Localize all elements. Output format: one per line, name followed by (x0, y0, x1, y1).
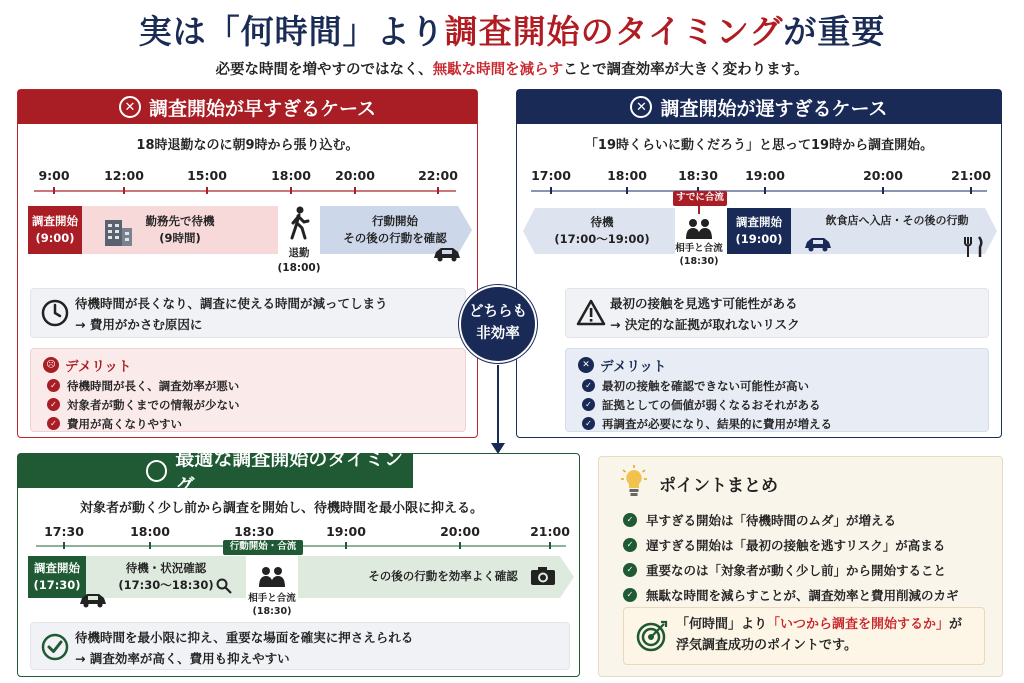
points-summary-panel (598, 456, 1003, 677)
clock-icon (41, 299, 69, 327)
late-demerit-list (582, 376, 832, 433)
tick-label: 20:00 (335, 168, 375, 183)
tick-label: 18:00 (607, 168, 647, 183)
subtitle-highlight: 無駄な時間を減らす (432, 62, 564, 78)
optimal-timing-note: 対象者が動く少し前から調査を開始し、待機時間を最小限に抑える。 (80, 501, 484, 516)
tick-mark (970, 187, 972, 194)
warning-triangle-icon (576, 299, 606, 326)
optimal-timing-header: 最適な調査開始のタイミング (18, 454, 413, 488)
two-people-icon (258, 566, 286, 588)
tick-mark (123, 187, 125, 194)
wait-label: 待機 (17:00〜19:00) (554, 214, 650, 246)
late-case-header: ✕ 調査開始が遅すぎるケース (517, 90, 1001, 124)
target-icon (636, 620, 668, 652)
tick-mark (63, 542, 65, 549)
optimal-timing-panel (17, 448, 580, 677)
tick-mark (549, 542, 551, 549)
tick-label: 9:00 (38, 168, 70, 183)
check-circle-icon (41, 633, 69, 661)
tick-label: 18:00 (130, 524, 170, 539)
list-item: ✓ 最初の接触を確認できない可能性が高い (582, 376, 832, 395)
office-building-icon (102, 216, 134, 248)
title-highlight: 調査開始のタイミング (444, 12, 784, 51)
late-case-note: 「19時くらいに動くだろう」と思って19時から調査開始。 (584, 138, 934, 153)
car-icon (432, 246, 462, 262)
x-circle-icon: ✕ (630, 96, 652, 118)
tick-mark (290, 187, 292, 194)
check-icon: ✓ (623, 563, 637, 577)
check-icon: ✓ (47, 398, 60, 411)
check-icon: ✓ (623, 588, 637, 602)
tag-connector (698, 206, 700, 214)
tick-mark (459, 542, 461, 549)
tick-mark (882, 187, 884, 194)
early-info-box: 待機時間が長くなり、調査に使える時間が減ってしまう → 費用がかさむ原因に (30, 288, 466, 338)
x-circle-icon: ✕ (119, 96, 141, 118)
late-demerit-box: ✕ デメリット ✓ 最初の接触を確認できない可能性が高い ✓ 証拠としての価値が弱くなるおそれがある ✓ 再調査が必要になり、結果的に費用が増える (565, 348, 989, 432)
tick-mark (149, 542, 151, 549)
timeline-axis (34, 190, 456, 192)
list-item: ✓ 再調査が必要になり、結果的に費用が増える (582, 414, 832, 433)
car-icon (803, 236, 833, 252)
list-item: ✓ 遅すぎる開始は「最初の接触を逃すリスク」が高まる (623, 532, 959, 557)
tick-label: 19:00 (745, 168, 785, 183)
list-item: ✓ 証拠としての価値が弱くなるおそれがある (582, 395, 832, 414)
early-start-box: 調査開始 (9:00) (28, 206, 82, 254)
walking-person-icon (288, 206, 310, 240)
tick-label: 20:00 (440, 524, 480, 539)
page-subtitle: 必要な時間を増やすのではなく、無駄な時間を減らすことで調査効率が大きく変わります。 (215, 62, 809, 78)
meet-label: 相手と合流 (18:30) (248, 593, 296, 618)
tick-label: 19:00 (326, 524, 366, 539)
list-item: ✓ 待機時間が長く、調査効率が悪い (47, 376, 240, 395)
check-icon: ✓ (582, 398, 595, 411)
magnifier-icon (216, 578, 232, 594)
check-band: 待機・状況確認 (17:30〜18:30) (86, 556, 246, 598)
points-list (623, 507, 959, 607)
early-case-header: ✕ 調査開始が早すぎるケース (18, 90, 477, 124)
check-icon: ✓ (623, 513, 637, 527)
list-item: ✓ 費用が高くなりやすい (47, 414, 240, 433)
early-case-note: 18時退勤なのに朝9時から張り込む。 (136, 138, 359, 153)
both-inefficient-circle: どちらも 非効率 (459, 285, 537, 363)
two-people-icon (685, 218, 713, 240)
check-icon: ✓ (582, 379, 595, 392)
page-title: 実は「何時間」より調査開始のタイミングが重要 (138, 12, 886, 51)
tick-label: 21:00 (530, 524, 570, 539)
optimal-start-box: 調査開始 (17:30) (28, 556, 86, 598)
points-title: ポイントまとめ (659, 476, 778, 496)
check-icon: ✓ (623, 538, 637, 552)
tick-label: 15:00 (187, 168, 227, 183)
late-info-box: 最初の接触を見逃す可能性がある → 決定的な証拠が取れないリスク (565, 288, 989, 338)
already-met-tag: すでに合流 (673, 191, 727, 206)
early-demerit-box: ☹ デメリット ✓ 待機時間が長く、調査効率が悪い ✓ 対象者が動くまでの情報が少ない ✓ 費用が高くなりやすい (30, 348, 466, 432)
tick-label: 12:00 (104, 168, 144, 183)
tick-mark (764, 187, 766, 194)
tick-mark (626, 187, 628, 194)
optimal-info-box: 待機時間を最小限に抑え、重要な場面を確実に押さえられる → 調査効率が高く、費用も抑えやすい (30, 622, 570, 670)
timeline-axis (531, 190, 987, 192)
camera-icon (530, 566, 556, 586)
tick-mark (354, 187, 356, 194)
late-start-box: 調査開始 (19:00) (727, 208, 791, 254)
tick-label: 22:00 (418, 168, 458, 183)
car-icon (78, 592, 108, 608)
summary-box: 「何時間」より「いつから調査を開始するか」が 浮気調査成功のポイントです。 (623, 607, 985, 665)
list-item: ✓ 無駄な時間を減らすことが、調査効率と費用削減のカギ (623, 582, 959, 607)
check-icon: ✓ (582, 417, 595, 430)
list-item: ✓ 重要なのは「対象者が動く少し前」から開始すること (623, 557, 959, 582)
after-label: その後の行動を効率よく確認 (368, 569, 518, 584)
tick-label: 18:30 (234, 524, 274, 539)
wait-band: 勤務先で待機 (9時間) (82, 206, 278, 254)
check-icon: ✓ (47, 379, 60, 392)
sad-face-icon: ☹ (43, 357, 59, 373)
tick-label: 21:00 (951, 168, 991, 183)
action-meet-tag: 行動開始・合流 (223, 540, 303, 555)
after-label: 飲食店へ入店・その後の行動 (825, 213, 969, 227)
early-demerit-list (47, 376, 240, 433)
late-case-panel (516, 89, 1002, 438)
fork-knife-icon (961, 236, 985, 258)
tick-mark (550, 187, 552, 194)
x-circle-icon: ✕ (578, 357, 594, 373)
down-arrow (490, 365, 506, 455)
lightbulb-icon (621, 465, 647, 499)
action-label: 行動開始 その後の行動を確認 (343, 213, 447, 245)
tick-mark (345, 542, 347, 549)
tick-label: 18:30 (678, 168, 718, 183)
tick-label: 18:00 (271, 168, 311, 183)
list-item: ✓ 対象者が動くまでの情報が少ない (47, 395, 240, 414)
meet-label: 相手と合流 (18:30) (675, 243, 723, 268)
tick-label: 20:00 (863, 168, 903, 183)
summary-highlight: 「いつから調査を開始するか」 (767, 617, 950, 632)
leave-label: 退勤 (18:00) (277, 247, 321, 274)
circle-icon (146, 460, 167, 482)
list-item: ✓ 早すぎる開始は「待機時間のムダ」が増える (623, 507, 959, 532)
tick-label: 17:30 (44, 524, 84, 539)
tick-mark (53, 187, 55, 194)
tick-mark (206, 187, 208, 194)
check-icon: ✓ (47, 417, 60, 430)
tick-mark (437, 187, 439, 194)
tick-label: 17:00 (531, 168, 571, 183)
early-case-panel (17, 89, 478, 438)
